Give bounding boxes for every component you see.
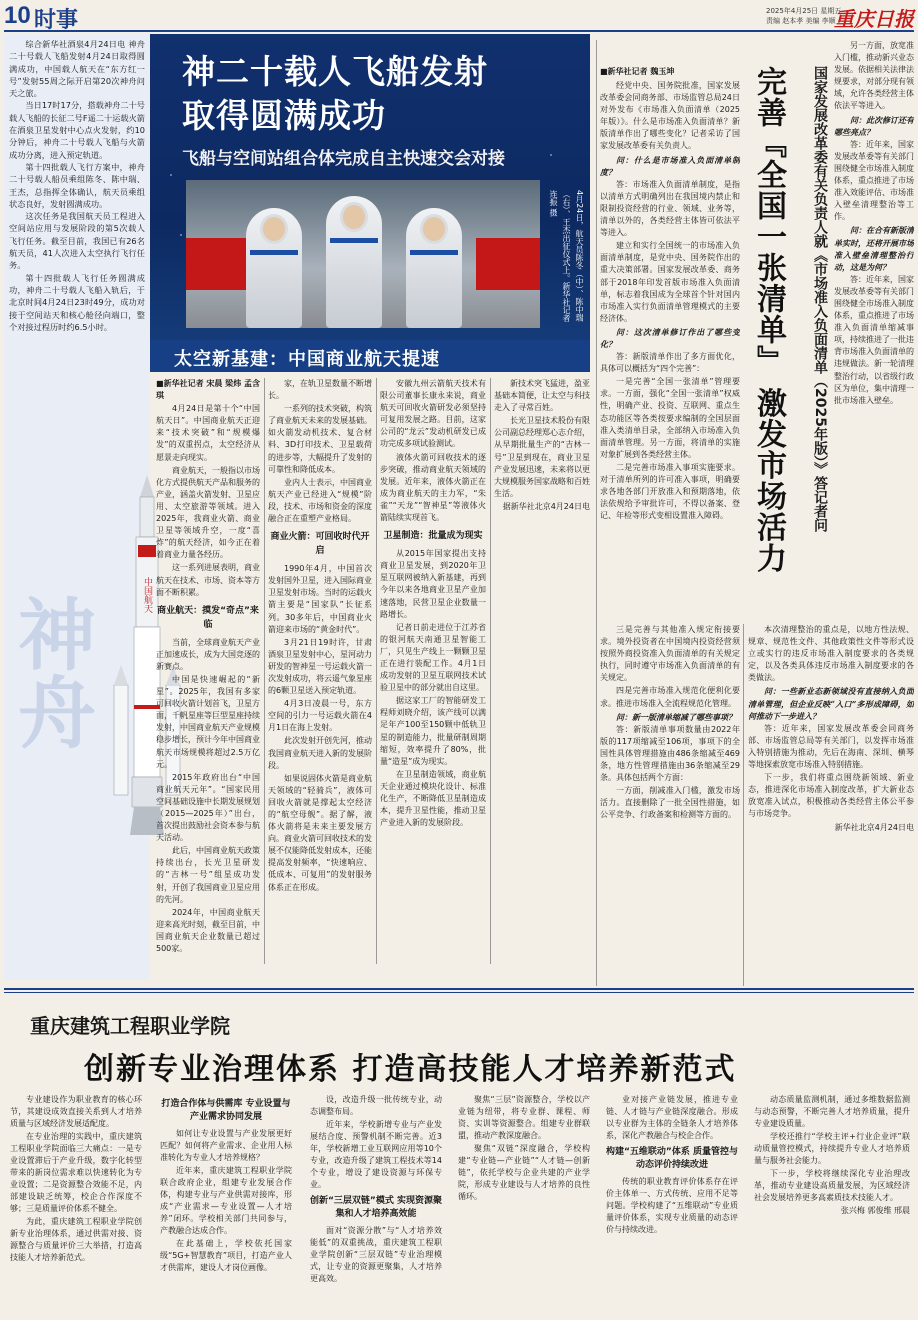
paragraph: 业内人士表示，中国商业航天产业已经进入“规模”阶段，技术、市场和资金的深度融合正在重塑产业格局。	[268, 477, 372, 524]
svg-text:中国航天: 中国航天	[142, 577, 152, 613]
paragraph: 据这家工厂的智能研发工程师刘晓介绍，该产线可以满足年产100至150颗中低轨卫星的制造能力，批量研制周期缩短，效率提升了80%，批量“造星”成为现实。	[380, 696, 486, 766]
headline	[182, 50, 582, 138]
subhead: 商业航天：摸发“奇点”来临	[157, 605, 259, 630]
headline-line-2: 取得圆满成功	[182, 96, 386, 135]
question: 问：新一版清单缩减了哪些事项？	[616, 711, 736, 722]
subhead: 打造合作体与供需库 专业设置与产业需求协同发展	[161, 1099, 291, 1122]
ad-column	[160, 1094, 292, 1316]
paragraph: 传统的职业教育评价体系存在评价主体单一、方式传统、应用不足等问题。学校构建了“五维联动”专业质量评价体系，实现专业质量的动态评价与持续改进。	[606, 1177, 738, 1234]
paragraph: 下一步，学校将继续深化专业治理改革，推动专业建设高质量发展，为区域经济社会发展培养更多高素质技术技能人才。	[754, 1169, 910, 1202]
section-title: 时事	[34, 8, 79, 33]
right-headline	[744, 66, 790, 622]
left-paragraph: 这次任务是我国航天员工程进入空间站应用与发展阶段的第5次载人飞行任务。截至目前，我国已有26名航天员，41人次进入太空执行飞行任务。	[9, 211, 145, 271]
paragraph: 如何让专业设置与产业发展更好匹配？如何将产业需求、企业用人标准转化为专业人才培养规格？	[160, 1129, 292, 1162]
paragraph: 在专业治理的实践中，重庆建筑工程职业学院面临三大痛点：一是专业设置滞后于产业升级，数字化转型带来的新岗位需求难以快速转化为专业设置；二是资源整合效能不足，内部建设缺乏统筹，校企合作深度不够；三是质量评价体系不健全。	[10, 1132, 142, 1213]
paragraph: 记者日前走进位于江苏省的银河航天南通卫星智能工厂，只见生产线上一颗颗卫星正在进行装配工作。4月1日成功发射的卫星互联网技术试验卫星中的部分就出自这里。	[380, 622, 486, 693]
left-paragraph: 第十四批载人飞行任务圆满成功，神舟二十号载人飞船入轨后，于北京时间4月24日23时49分，成功对接于空间站天和核心舱径向端口，整个对接过程历时约6.5小时。	[9, 272, 145, 332]
subhead: 商业火箭：可回收时代开启	[270, 532, 370, 557]
paragraph: 一是完善“全国一张清单”管理要求。一方面，强化“全国一张清单”权威性，明确产业、投资、互联网、重点生态功能区等各类按要求编制的全国层面准入类清单目录，全部纳入市场准入负面清单管理。另一方面，将清单的实施对象扩展到各类经营主体。	[600, 377, 740, 459]
subheadline: 飞船与空间站组合体完成自主快速交会对接	[182, 149, 505, 169]
paragraph: 三是完善与其他准入规定衔接要求。境外投资者在中国境内投资经营须按照外商投资准入负面清单的有关规定执行，同时遵守市场准入负面清单的有关规定。	[600, 625, 740, 683]
left-paragraph: 综合新华社酒泉4月24日电 神舟二十号载人飞船发射4月24日取得圆满成功，中国载人航天在“东方红一号”发射55周之际开启第20次神舟问天之旅。	[9, 39, 145, 99]
dateline-editors: 责编 赵本孝 美编 李顺	[766, 17, 836, 25]
paragraph: 1990年4月，中国首次发射国外卫星，进入国际商业卫星发射市场。当时的运载火箭主要是“国家队”长征系列。30多年后，中国商业火箭迎来市场的“黄金时代”。	[268, 564, 372, 634]
question: 问：这次清单修订作出了哪些变化？	[600, 326, 740, 349]
question: 问：在合有新版清单实时，还将开展市场准入壁垒清理整治行动，这是为何？	[834, 225, 914, 272]
paragraph: 安徽九州云箭航天技术有限公司董事长康永来说，商业航天可回收火箭研发必须坚持可复用发展之路。目前，这家公司的“龙云”发动机研发已成功完成多项试验测试。	[380, 379, 486, 449]
astronaut-figure	[406, 208, 462, 328]
paragraph: 从2015年国家提出支持商业卫星发展，到2020年卫星互联网被纳入新基建，再到今年以来各地商业卫星产业加速落地，民营卫星企业数量一路增长。	[380, 549, 486, 619]
paragraph: 如果说固体火箭是商业航天领域的“轻骑兵”，液体可回收火箭就是撑起太空经济的“航空母舰”。据了解，液体火箭将是未来主要发展方向。商业火箭可回收技术的发展不仅能降低发射成本，还能提高发射频率，“快速响应、低成本、可复用”的发射服务体系正在形成。	[268, 773, 372, 892]
right-column	[600, 624, 740, 986]
right-column	[748, 624, 914, 986]
left-paragraph: 当日17时17分，搭载神舟二十号载人飞船的长征二号F遥二十运载火箭在酒泉卫星发射中心点火发射，约10分钟后，神舟二十号载人飞船与火箭成功分离，进入预定轨道。	[9, 100, 145, 160]
paragraph: 一方面，削减准入门槛，激发市场活力。直接删除了一批全国性措施，如公平竞争、行政备案和检测等方面的。	[600, 786, 740, 820]
paragraph: 专业建设作为职业教育的核心环节，其建设成效直接关系到人才培养质量与区域经济发展适配度。	[10, 1095, 142, 1128]
subhead: 卫星制造：批量成为现实	[383, 531, 483, 542]
paragraph: 中国是快速崛起的“新星”。2025年，我国有多家可回收火箭计划首飞，卫星方面，千帆星座等巨型星座持续发射，中国商业航天产业规模稳步增长，预计今年中国商业航天市场规模将超过2.5万亿元。	[156, 674, 260, 769]
right-byline: ■新华社记者 魏玉坤	[600, 67, 675, 76]
ad-headline: 创新专业治理体系 打造高技能人才培养新范式	[84, 1052, 737, 1087]
right-headline-line-2: 激发市场活力	[751, 387, 786, 574]
paragraph: 近年来，学校新增专业与产业发展结合度、预警机制不断完善。近3年，学校新增工业互联网应用等10个专业，改造升级了建筑工程技术等14个专业，增设了建设资源与环保专业。	[310, 1120, 442, 1189]
paragraph: 4月3日凌晨一号，东方空间的引力一号运载火箭在4月1日在海上发射。	[268, 699, 372, 733]
paragraph: 此后，中国商业航天政策持续出台，长光卫星研发的“吉林一号”组星成功发射，开创了我国商业卫星应用的先河。	[156, 846, 260, 904]
astronaut-figure	[246, 208, 302, 328]
dateline-date: 2025年4月25日 星期五	[766, 7, 842, 15]
paragraph: 一系列的技术突破，构筑了商业航天未来的发展基础。如火箭发动机技术、复合材料、3D打印技术、卫星载荷的进步等，大幅提升了发射的可靠性和降低成本。	[268, 404, 372, 474]
page-number: 10	[4, 2, 31, 29]
paragraph: 四是完善市场准入规范化便利化要求。推进市场准入全流程规范化管理。	[600, 686, 740, 708]
paragraph: 二是完善市场准入事项实施要求。对于清单所列的许可准入事项，明确要求各地各部门开放准入和预期落地，依法依规给予审批许可，不得以备案、登记、年检等形式变相设置准入障碍。	[600, 462, 740, 521]
watermark-text: 神舟	[5, 594, 95, 750]
subhead: 构建“五维联动”体系 质量管控与动态评价持续改进	[606, 1147, 738, 1170]
right-column	[834, 40, 914, 620]
article-signature: 新华社北京4月24日电	[834, 822, 914, 832]
paragraph: 聚焦“三层”资源整合，学校以产业链为纽带，将专业群、课程、师资、实训等资源整合。组建专业群联盟，推动产教深度融合。	[458, 1095, 590, 1140]
subhead: 创新“三层双链”模式 实现资源聚集和人才培养高效能	[310, 1196, 442, 1219]
paragraph: 经党中央、国务院批准，国家发展改革委会同商务部、市场监管总局24日对外发布《市场准入负面清单（2025年版）》。什么是市场准入负面清单？新版清单作出了哪些变化？记者采访了国家发展改革委有关负责人。	[600, 81, 740, 151]
paragraph: 2015年政府出台“中国商业航天元年”。“国家民用空间基础设施中长期发展规划（2015—2025年）”出台，首次提出鼓励社会资本参与航天活动。	[156, 772, 260, 843]
question: 问：什么是市场准入负面清单制度？	[600, 154, 740, 177]
paragraph: 学校还推行“学校主评+行业企业评”联动质量管控模式，持续提升专业人才培养质量与服务社会能力。	[754, 1132, 910, 1165]
paragraph: 为此，重庆建筑工程职业学院创新专业治理体系，通过供需对接、资源整合与质量评价三大举措，打造高技能人才培养新范式。	[10, 1217, 142, 1262]
paragraph: 答：新版清单作出了多方面优化，具体可以概括为“四个完善”：	[600, 352, 740, 374]
paragraph: 业对接产业链发展，推进专业链、人才链与产业链深度融合。形成以专业群为主体的全链条人才培养体系，深化产教融合与校企合作。	[606, 1095, 738, 1140]
left-paragraph: 第十四批载人飞行方案中，神舟二十号载人船员乘组陈冬、陈中瑞、王杰，总指挥全体确认，航天员乘组状态良好，发射圆满成功。	[9, 161, 145, 209]
right-headline-line-1: 完善『全国一张清单』	[751, 66, 786, 376]
headline-line-1: 神二十载人飞船发射	[182, 52, 488, 91]
paragraph: 面对“资源分散”与“人才培养效能低”的双重挑战，重庆建筑工程职业学院创新“三层双链”专业治理模式，让专业的资源更聚集，人才培养更高效。	[310, 1226, 442, 1283]
paragraph: 答：新版清单事项数量由2022年版的117项缩减至106项，事项下的全国性具体管理措施由486条缩减至469条，地方性管理措施由36条缩减至29条。具体包括两个方面：	[600, 724, 740, 783]
paragraph: 2024年，中国商业航天迎来高光时刻，截至目前，中国商业航天企业数量已超过500家。	[156, 907, 260, 954]
astronaut-photo	[186, 180, 540, 328]
ad-column	[10, 1094, 142, 1316]
paragraph: 动态质量监测机制，通过多维数据监测与动态预警，不断完善人才培养质量，提升专业建设质量。	[754, 1095, 910, 1128]
paragraph: 此次发射开创先河，推动我国商业航天进入新的发展阶段。	[268, 736, 372, 770]
paragraph: 本次清理整治的重点是，以地方性法规、规章、规范性文件、其他政策性文件等形式设立或实行的违反市场准入制度要求的各类规定，以及各类具体违反市场准入制度要求的各类做法。	[748, 625, 914, 683]
right-deck: 国家发展改革委有关负责人就《市场准入负面清单（2025年版）》答记者问	[812, 66, 828, 532]
paragraph: 另一方面，放宽准入门槛，推动新兴业态发展。依据相关法律法规要求，对部分现有领域，允许各类经营主体依法平等进入。	[834, 41, 914, 111]
photo-caption: 4月24日，航天员陈冬（中）、陈中瑞（右）、王杰出征仪式上。新华社记者 连振 摄	[549, 190, 584, 322]
byline: ■新华社记者 宋晨 梁炜 孟含琪	[156, 379, 260, 401]
article-column	[268, 378, 372, 964]
paragraph: 聚焦“双链”深度融合，学校构建“专业链—产业链”“人才链—创新链”，依托学校与企业共建的产业学院，形成专业建设与人才培养的良性循环。	[458, 1144, 590, 1201]
right-column	[600, 80, 740, 620]
article-column	[494, 378, 590, 964]
paragraph: 当前，全球商业航天产业正加速成长，成为大国竞逐的新赛点。	[156, 637, 260, 671]
paragraph: 在此基础上，学校依托国家级“5G+智慧教育”项目，打造产业人才供需库，建设人才岗位画像。	[160, 1239, 292, 1272]
article-column	[156, 378, 260, 964]
brand-logo: 重庆日报	[834, 7, 914, 31]
paragraph: 答：近年来，国家发展改革委等有关部门围绕健全市场准入制度体系，重点推进了市场准入负面清单缩减事项，持续推进了一批违背市场准入负面清单的违规做法。新一轮清理整治行动，以省级行政区为单位，集中清理一批市场准入壁垒。	[834, 274, 914, 405]
article-signature: 据新华社北京4月24日电	[502, 501, 590, 511]
paragraph: 答：市场准入负面清单制度，是指以清单方式明确列出在我国境内禁止和限制投资经营的行业、领域、业务等，清单以外的，各类经营主体皆可依法平等进入。	[600, 179, 740, 238]
paragraph: 商业航天，一般指以市场化方式提供航天产品和服务的产业，涵盖火箭发射、卫星应用、太空旅游等领域。进入2025年，我商业火箭、商业卫星等领域升空，一度“喜炸”的航天经济，如今正在着着商业力量各经历。	[156, 465, 260, 560]
ad-kicker: 重庆建筑工程职业学院	[30, 1014, 230, 1038]
paragraph: 家，在轨卫星数量不断增长。	[268, 379, 372, 401]
paragraph: 4月24日是第十个“中国航天日”。中国商业航天正迎来“技术突破”和“规模爆发”的双重拐点，太空经济从愿景走向现实。	[156, 404, 260, 462]
ad-column	[458, 1094, 590, 1316]
paragraph: 近年来，重庆建筑工程职业学院联合政府企业，组建专业发展合作体，构建专业与产业供需对接库，形成“产业需求—专业设置—人才培养”闭环。学校相关部门共同参与，产教融合达成合作。	[160, 1166, 292, 1235]
paragraph: 新技术突飞猛进，盈亚基础本简便，让太空与科技走入了寻常百姓。	[494, 379, 590, 413]
paragraph: 这一系列进展表明，商业航天在技术、市场、资本等方面不断积累。	[156, 563, 260, 597]
paragraph: 长光卫星技术股份有限公司副总经理郑心志介绍，从早期批量生产的“吉林一号”卫星到现在，商业卫星产业发展迅速，未来将以更大规模服务国家战略和百姓生活。	[494, 416, 590, 498]
paragraph: 液体火箭可回收技术的逐步突破，推动商业航天领域的发展。近年来，液体火箭正在成为商业航天的主力军，“朱雀”“天龙”“智神星”等液体火箭陆续实现首飞。	[380, 452, 486, 523]
paragraph: 3月21日19时许，甘肃酒泉卫星发射中心，星河动力研发的智神星一号运载火箭一次发射成功，将云遥气象星座的6颗卫星送入预定轨道。	[268, 637, 372, 696]
band-title: 太空新基建：中国商业航天提速	[174, 349, 440, 370]
paragraph: 答：近年来，国家发展改革委等有关部门围绕健全市场准入制度体系，重点推进了市场准入效能评估、市场准入壁垒清理整治等工作。	[834, 139, 914, 222]
article-column	[380, 378, 486, 964]
ad-column	[606, 1094, 738, 1316]
section-band	[150, 340, 590, 372]
flag-right	[476, 238, 540, 290]
paragraph: 设，改造升级一批传统专业，动态调整布局。	[310, 1095, 442, 1116]
paragraph: 下一步，我们将重点围绕新领域、新业态，推进深化市场准入制度改革，扩大新业态放宽准入试点，积极推动各类经营主体公平参与市场竞争。	[748, 773, 914, 819]
ad-signature: 张兴梅 郭俊维 邢晨	[840, 1206, 910, 1215]
paragraph: 建立和实行全国统一的市场准入负面清单制度，是党中央、国务院作出的重大决策部署。国家发展改革委、商务部于2018年印发首版市场准入负面清单，标志着我国成为全球首个针对国内市场准入实行负面清单管理模式的主要经济体。	[600, 241, 740, 323]
paragraph: 答：近年来，国家发展改革委会同商务部、市场监管总局等有关部门，以发挥市场准入特别措施为推动，先后在海南、深圳、横琴等地探索放宽市场准入特别措施。	[748, 723, 914, 770]
ad-column	[310, 1094, 442, 1316]
paragraph: 在卫星制造领域，商业航天企业通过模块化设计、标准化生产，不断降低卫星制造成本，提升卫星性能，推动卫星产业进入新的发展阶段。	[380, 769, 486, 828]
question: 问：一些新业态新领域没有直接纳入负面清单管理，但企业反映“入口”多形成障碍，如何推动下一步进入？	[748, 686, 914, 721]
masthead	[4, 2, 914, 32]
ad-column	[754, 1094, 910, 1316]
astronaut-figure	[326, 196, 382, 328]
question: 问：此次修订还有哪些亮点？	[834, 114, 914, 137]
